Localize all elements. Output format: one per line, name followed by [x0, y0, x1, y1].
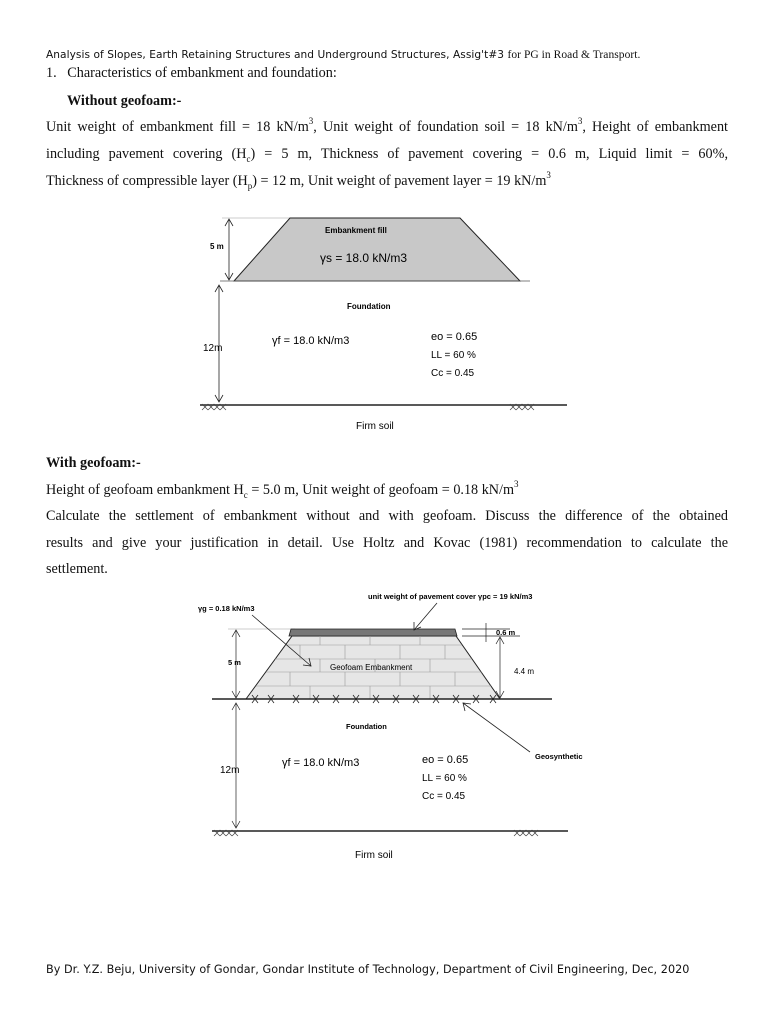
e0-label: eo = 0.65	[431, 331, 478, 343]
subscript: c	[243, 489, 248, 500]
gamma-g-label: γg = 0.18 kN/m3	[198, 604, 255, 613]
geofoam-height-label: 4.4 m	[514, 667, 535, 676]
cc-label: Cc = 0.45	[431, 368, 475, 379]
foundation-label: Foundation	[346, 722, 387, 731]
superscript: 3	[546, 170, 551, 181]
liquid-limit-label: LL = 60 %	[431, 350, 476, 361]
cc-label: Cc = 0.45	[422, 791, 466, 802]
foundation-label: Foundation	[347, 302, 391, 311]
firm-soil-label: Firm soil	[356, 421, 394, 432]
with-geofoam-heading: With geofoam:-	[46, 455, 141, 471]
superscript: 3	[577, 116, 583, 127]
paragraph-1-line-2	[46, 146, 728, 163]
text-run: Thickness of compressible layer (H	[46, 173, 248, 189]
pavement-label: unit weight of pavement cover γpc = 19 kN/m3	[368, 592, 533, 601]
text-run: Height of geofoam embankment H	[46, 482, 244, 498]
firm-soil-label: Firm soil	[355, 850, 393, 861]
header-course-suffix: for PG in Road & Transport.	[507, 49, 641, 61]
figure-without-geofoam	[0, 205, 768, 445]
text-run: = 5.0 m, Unit weight of geofoam = 0.18 kN/m	[247, 482, 515, 498]
superscript: 3	[308, 116, 314, 127]
gamma-f-label: γf = 18.0 kN/m3	[282, 757, 360, 769]
page-header	[46, 49, 640, 61]
text-run: ) = 5 m, Thickness of pavement covering = 0.6 m, Liquid limit = 60%,	[250, 146, 728, 162]
geofoam-label: Geofoam Embankment	[330, 663, 413, 672]
section-title	[46, 65, 337, 82]
text-run: Unit weight of embankment fill = 18 kN/m	[46, 119, 309, 135]
paragraph-1-line-1	[46, 116, 728, 136]
pavement-cover-shape	[289, 629, 457, 636]
geosynthetic-pointer	[463, 703, 530, 752]
section-number: 1.	[46, 65, 57, 81]
figure-with-geofoam	[0, 585, 768, 865]
height-label: 5 m	[210, 242, 224, 251]
subscript: p	[247, 180, 253, 191]
header-course: Analysis of Slopes, Earth Retaining Structures and Underground Structures, Assig't#3	[46, 49, 505, 61]
text-run: including pavement covering (H	[46, 146, 247, 162]
paragraph-2-line-2: Calculate the settlement of embankment without and with geofoam. Discuss the difference of the obtained	[46, 508, 728, 524]
paragraph-1-line-3	[46, 170, 551, 191]
pavement-thickness-label: 0.6 m	[496, 628, 516, 637]
text-run: , Height of embankment	[582, 119, 728, 135]
page-footer: By Dr. Y.Z. Beju, University of Gondar, Gondar Institute of Technology, Department of Civil Engineering, Dec, 2020	[46, 963, 690, 976]
geosynthetic-label: Geosynthetic	[535, 752, 583, 761]
text-run: ) = 12 m, Unit weight of pavement layer = 19 kN/m	[252, 173, 547, 189]
e0-label: eo = 0.65	[422, 754, 469, 766]
text-run: , Unit weight of foundation soil = 18 kN/m	[313, 119, 578, 135]
paragraph-2-line-1	[46, 479, 519, 500]
gamma-f-label: γf = 18.0 kN/m3	[272, 335, 350, 347]
paragraph-2-line-3: results and give your justification in detail. Use Holtz and Kovac (1981) recommendation to calculate the	[46, 535, 728, 551]
depth-label: 12m	[220, 765, 240, 776]
superscript: 3	[514, 479, 519, 490]
pavement-pointer	[414, 603, 437, 630]
height-label: 5 m	[228, 658, 241, 667]
subscript: c	[246, 153, 251, 164]
paragraph-2-line-4: settlement.	[46, 561, 108, 577]
section-title-text: Characteristics of embankment and foundation:	[67, 65, 337, 81]
depth-label: 12m	[203, 343, 223, 354]
embankment-label: Embankment fill	[325, 226, 387, 235]
liquid-limit-label: LL = 60 %	[422, 773, 467, 784]
gamma-s-label: γs = 18.0 kN/m3	[320, 251, 408, 265]
without-geofoam-heading: Without geofoam:-	[67, 93, 182, 109]
